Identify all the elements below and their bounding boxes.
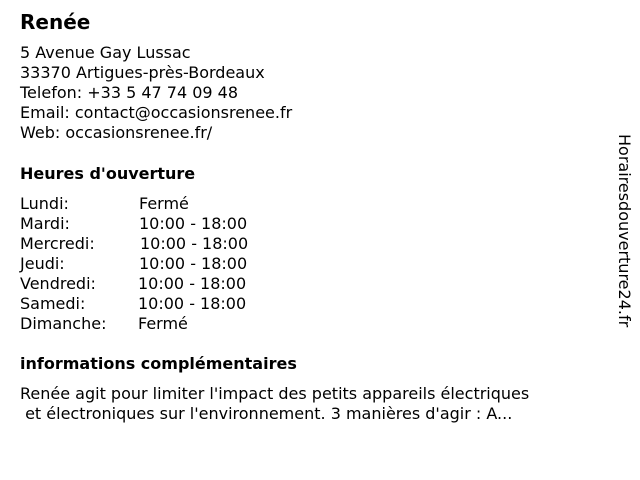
day-label: Jeudi: <box>20 254 65 273</box>
business-name: Renée <box>20 10 91 34</box>
email-address: Email: contact@occasionsrenee.fr <box>20 103 293 122</box>
day-hours: Fermé <box>138 314 188 333</box>
day-hours: 10:00 - 18:00 <box>139 214 248 233</box>
day-hours: Fermé <box>139 194 189 213</box>
day-hours: 10:00 - 18:00 <box>139 254 248 273</box>
contact-block <box>20 43 292 143</box>
day-hours: 10:00 - 18:00 <box>140 234 249 253</box>
day-label: Lundi: <box>20 194 69 213</box>
description-line: et électroniques sur l'environnement. 3 manières d'agir : A... <box>20 404 513 423</box>
day-hours: 10:00 - 18:00 <box>138 274 247 293</box>
additional-info-text <box>20 384 529 424</box>
phone-number: Telefon: +33 5 47 74 09 48 <box>20 83 239 102</box>
city-address: 33370 Artigues-près-Bordeaux <box>20 63 265 82</box>
day-label: Dimanche: <box>20 314 107 333</box>
website: Web: occasionsrenee.fr/ <box>20 123 213 142</box>
site-watermark: Horairesdouverture24.fr <box>615 134 634 328</box>
day-label: Mardi: <box>20 214 70 233</box>
additional-info-heading: informations complémentaires <box>20 354 297 373</box>
opening-hours-heading: Heures d'ouverture <box>20 164 196 183</box>
day-label: Mercredi: <box>20 234 95 253</box>
day-label: Vendredi: <box>20 274 96 293</box>
description-line: Renée agit pour limiter l'impact des petits appareils électriques <box>20 384 530 403</box>
street-address: 5 Avenue Gay Lussac <box>20 43 191 62</box>
day-hours: 10:00 - 18:00 <box>138 294 247 313</box>
day-label: Samedi: <box>20 294 86 313</box>
